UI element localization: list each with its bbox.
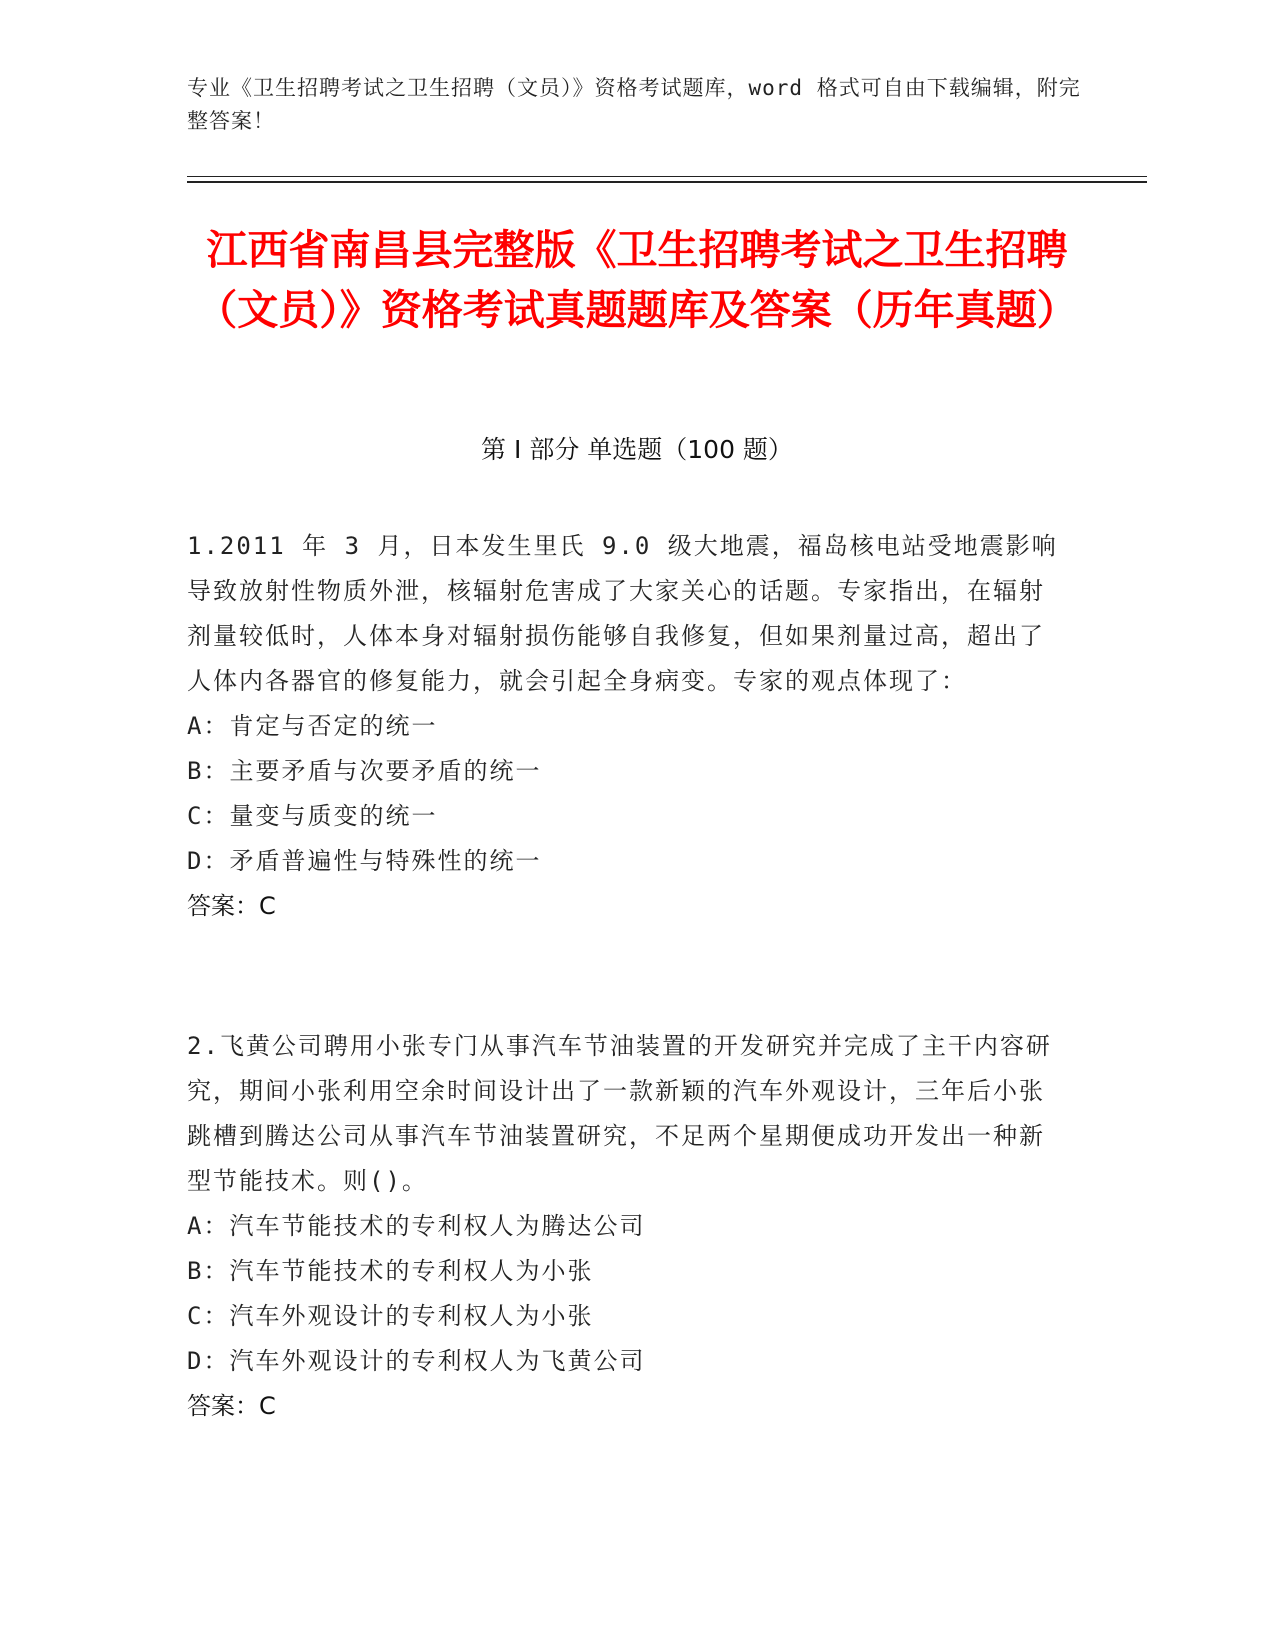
header-divider-thin <box>187 176 1147 177</box>
section-title: 第 I 部分 单选题（100 题） <box>481 435 793 464</box>
question-1 <box>187 524 1067 929</box>
option-a: A：汽车节能技术的专利权人为腾达公司 <box>187 1212 646 1240</box>
option-b: B：汽车节能技术的专利权人为小张 <box>187 1257 594 1285</box>
header-note: 专业《卫生招聘考试之卫生招聘（文员）》资格考试题库，word 格式可自由下载编辑，附完整答案！ <box>187 76 1081 133</box>
question-stem: 2.飞黄公司聘用小张专门从事汽车节油装置的开发研究并完成了主干内容研究，期间小张利用空余时间设计出了一款新颖的汽车外观设计，三年后小张跳槽到腾达公司从事汽车节油装置研究，不足两个星期便成功开发出一种新型节能技术。则()。 <box>187 1032 1052 1195</box>
header-divider-thick <box>187 181 1147 183</box>
option-d: D：矛盾普遍性与特殊性的统一 <box>187 847 542 875</box>
question-stem: 1.2011 年 3 月，日本发生里氏 9.0 级大地震，福岛核电站受地震影响导致放射性物质外泄，核辐射危害成了大家关心的话题。专家指出，在辐射剂量较低时，人体本身对辐射损伤能够自我修复，但如果剂量过高，超出了人体内各器官的修复能力，就会引起全身病变。专家的观点体现了： <box>187 532 1058 695</box>
option-d: D：汽车外观设计的专利权人为飞黄公司 <box>187 1347 646 1375</box>
answer: 答案：C <box>187 892 276 920</box>
option-a: A：肯定与否定的统一 <box>187 712 438 740</box>
question-2 <box>187 1024 1067 1429</box>
option-b: B：主要矛盾与次要矛盾的统一 <box>187 757 542 785</box>
document-title: 江西省南昌县完整版《卫生招聘考试之卫生招聘（文员）》资格考试真题题库及答案（历年真题） <box>196 226 1078 334</box>
answer: 答案：C <box>187 1392 276 1420</box>
option-c: C：汽车外观设计的专利权人为小张 <box>187 1302 594 1330</box>
option-c: C：量变与质变的统一 <box>187 802 438 830</box>
